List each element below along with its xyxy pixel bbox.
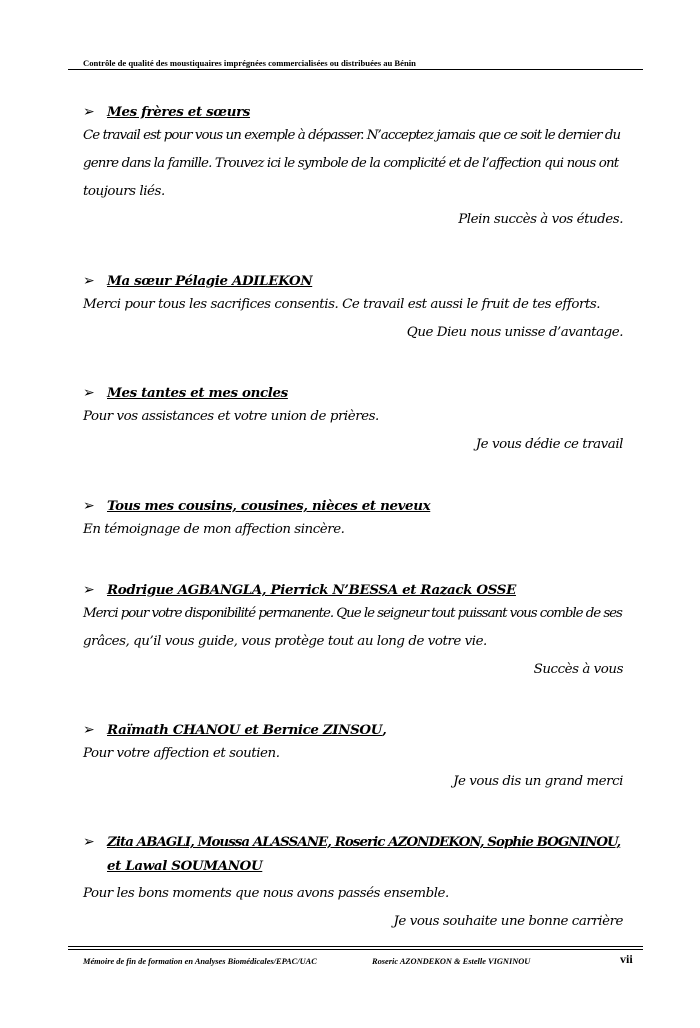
body-line: Merci pour tous les sacrifices consentis. Ce travail est aussi le fruit de tes efforts.: [83, 297, 601, 312]
section-heading: ➢ Zita ABAGLI, Moussa ALASSANE, Roseric AZONDEKON, Sophie BOGNINOU,: [83, 834, 621, 850]
footer-rule: [68, 946, 643, 947]
section-heading: ➢ Mes frères et sœurs: [83, 104, 251, 120]
dedication-section: [83, 383, 623, 459]
header-rule: [68, 69, 643, 70]
dedication-section: [83, 720, 623, 796]
body-line: Pour vos assistances et votre union de prières.: [83, 409, 379, 424]
footer-institution: Mémoire de fin de formation en Analyses Biomédicales/EPAC/UAC: [83, 957, 317, 966]
closing-line: Je vous souhaite une bonne carrière: [393, 914, 623, 929]
arrow-bullet-icon: ➢: [83, 273, 95, 289]
body-line: toujours liés.: [83, 184, 165, 199]
dedication-section: [83, 496, 623, 544]
body-line: Pour les bons moments que nous avons passés ensemble.: [83, 886, 449, 901]
footer-authors: Roseric AZONDEKON & Estelle VIGNINOU: [372, 957, 531, 966]
arrow-bullet-icon: ➢: [83, 834, 94, 850]
section-heading: ➢ Rodrigue AGBANGLA, Pierrick N’BESSA et Razack OSSE: [83, 582, 516, 598]
dedication-section: [83, 102, 623, 234]
closing-line: Que Dieu nous unisse d’avantage.: [406, 325, 623, 340]
arrow-bullet-icon: ➢: [83, 582, 95, 598]
body-line: genre dans la famille. Trouvez ici le symbole de la complicité et de l’affection qui nous ont: [83, 156, 619, 171]
dedication-section: [83, 832, 623, 936]
section-heading: ➢ Tous mes cousins, cousines, nièces et neveux: [83, 498, 431, 514]
closing-line: Succès à vous: [533, 662, 623, 677]
section-heading-continued: et Lawal SOUMANOU: [107, 858, 263, 874]
arrow-bullet-icon: ➢: [83, 722, 95, 738]
arrow-bullet-icon: ➢: [83, 498, 95, 514]
body-line: Merci pour votre disponibilité permanente. Que le seigneur tout puissant vous comble de ses: [83, 606, 622, 621]
closing-line: Plein succès à vos études.: [458, 212, 623, 227]
body-line: En témoignage de mon affection sincère.: [83, 522, 345, 537]
dedication-section: [83, 271, 623, 347]
closing-line: Je vous dédie ce travail: [475, 437, 623, 452]
running-header: Contrôle de qualité des moustiquaires imprégnées commercialisées ou distribuées au Bénin: [83, 58, 416, 68]
closing-line: Je vous dis un grand merci: [453, 774, 623, 789]
body-line: grâces, qu’il vous guide, vous protège tout au long de votre vie.: [83, 634, 487, 649]
body-line: Pour votre affection et soutien.: [83, 746, 280, 761]
page-number: vii: [620, 952, 633, 966]
arrow-bullet-icon: ➢: [83, 104, 95, 120]
footer-rule: [68, 949, 643, 950]
section-heading: ➢ Raïmath CHANOU et Bernice ZINSOU,: [83, 722, 387, 738]
dedication-section: [83, 580, 623, 684]
arrow-bullet-icon: ➢: [83, 385, 95, 401]
section-heading: ➢ Ma sœur Pélagie ADILEKON: [83, 273, 313, 289]
body-line: Ce travail est pour vous un exemple à dépasser. N’acceptez jamais que ce soit le dernier du: [83, 128, 621, 143]
section-heading: ➢ Mes tantes et mes oncles: [83, 385, 288, 401]
